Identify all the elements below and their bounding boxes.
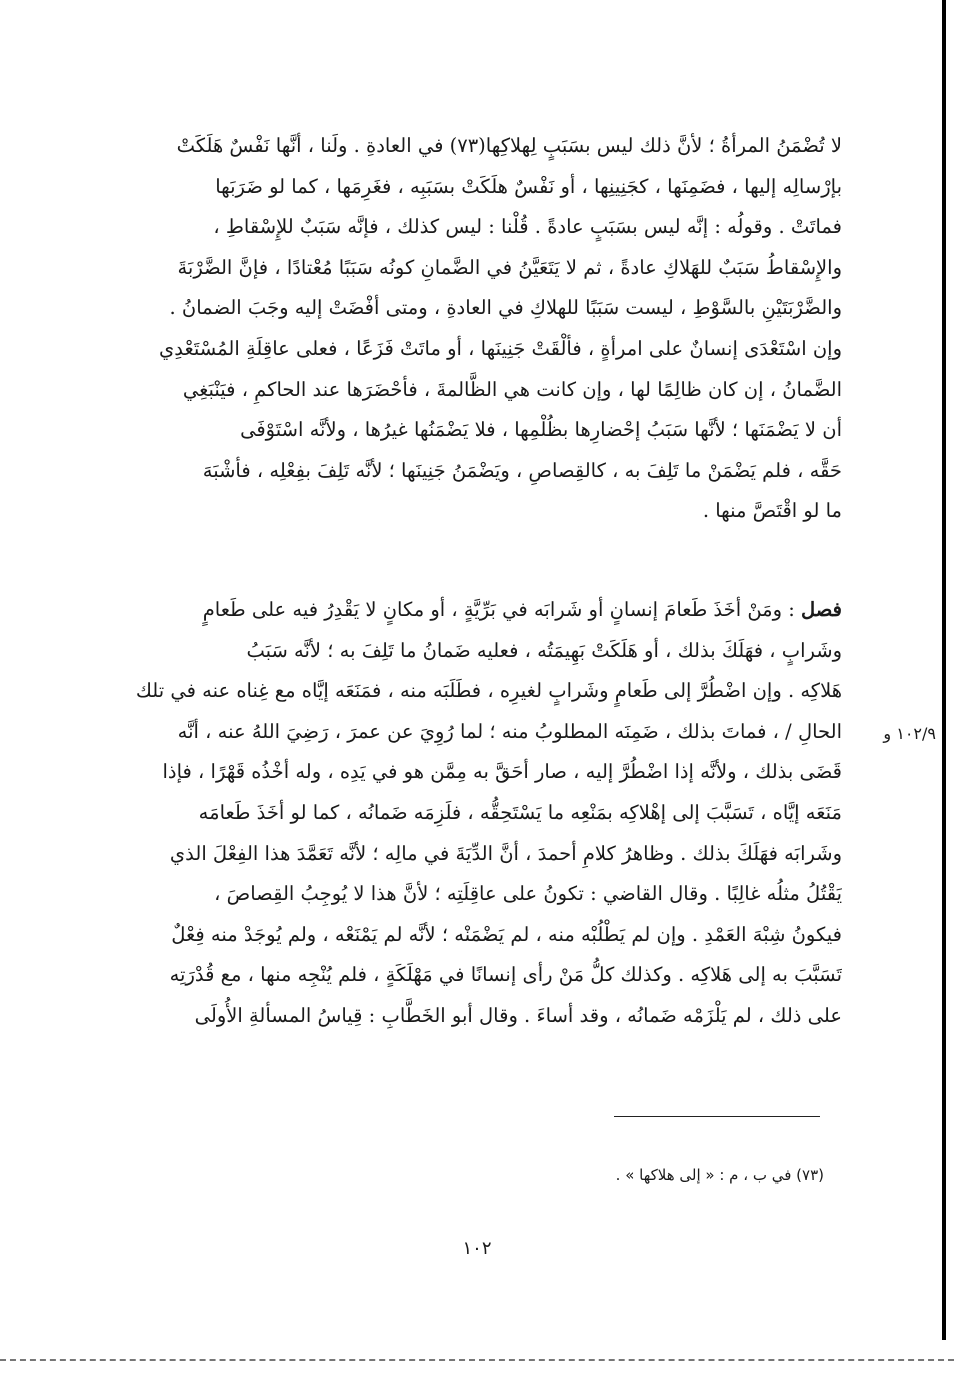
- text-line: فماتَتْ . وقولُه : إنَّه ليس بسَبَبٍ عادةً . قُلْنا : ليس كذلك ، فإنَّه سَبَبٌ للإِسْقاطِ ،: [213, 215, 842, 239]
- text-line: أن لا يَضْمَنَها ؛ لأنَّها سَبَبُ إحْضارِها بظُلْمِها ، فلا يَضْمَنُها غيرُها ، ولأنَّه اسْتَوْفَى: [240, 418, 842, 442]
- text-line: الحالِ / ، فماتَ بذلك ، ضَمِنَه المطلوبُ منه ؛ لما رُوِيَ عن عمرَ ، رَضِيَ اللهُ عنه ، أنَّه: [177, 719, 842, 743]
- text-line: وإن اسْتَعْدَى إنسانٌ على امرأةٍ ، فألْقَتْ جَنِينَها ، أو ماتَتْ فَزَعًا ، فعلى عاقِلَةِ المُسْتَعْدِي: [158, 336, 842, 360]
- text-line: والإِسْقاطُ سَبَبٌ للهَلاكِ عادةً ، ثم لا يَتَعَيَّنُ في الضَّمانِ كونُه سَبَبًا مُعْتادًا ، فإنَّ الضَّرْبَةَ: [177, 255, 842, 279]
- text-line: على ذلك ، لم يَلْزَمْه ضَمانُه ، وقد أساءَ . وقال أبو الخَطَّابِ : قِياسُ المسألةِ الأُولَى: [194, 1003, 842, 1027]
- text-line: وشَرابٍ ، فهَلَكَ بذلك ، أو هَلَكَتْ بَهِيمَتُه ، فعليه ضَمانُ ما تَلِفَ به ؛ لأنَّه سَبَبُ: [246, 638, 842, 662]
- footnote: (٧٣) في ب ، م : « إلى هلاكها » .: [615, 1166, 824, 1184]
- text-line: فيكونُ شِبْهَ العَمْدِ . وإن لم يَطْلُبْه منه ، لم يَضْمَنْه ؛ لأنَّه لم يَمْنَعْه ، ولم يُوجَدْ منه فِعْلٌ: [171, 922, 842, 946]
- text-line: لا تُضْمَنُ المرأةُ ؛ لأنَّ ذلك ليس بسَبَبٍ لِهلاكِها(٧٣) في العادةِ . ولَنا ، أنَّها نَفْسٌ هَلَكَتْ: [176, 134, 842, 157]
- paragraph-1: [126, 126, 842, 532]
- text-line: مَنَعَه إيَّاه ، تَسَبَّبَ إلى إهْلاكِه بمَنْعِه ما يَسْتَحِقُّه ، فلَزِمَه ضَمانُه ، كما لو أخَذَ طَعامَه: [198, 800, 842, 824]
- scan-edge-border: [942, 0, 946, 1340]
- text-line: يَقْتُلُ مثلُه غالِبًا . وقال القاضي : تكونُ على عاقِلَتِه ؛ لأنَّ هذا لا يُوجِبُ القِصاصَ ،: [214, 882, 842, 906]
- fasl-heading: فصل: [801, 598, 842, 621]
- text-line-first-content: : ومَنْ أخَذَ طَعامَ إنسانٍ أو شَرابَه في بَرِّيَّةٍ ، أو مكانٍ لا يَقْدِرُ فيه على طَعامٍ: [202, 598, 795, 621]
- text-line: ما لو اقْتَصَّ منها .: [702, 499, 842, 523]
- page-number: ١٠٢: [462, 1238, 492, 1259]
- margin-folio-note: ١٠٢/٩ و: [883, 724, 936, 743]
- paragraph-2: [126, 590, 842, 1037]
- text-line: هَلاكِه . وإن اضْطُرَّ إلى طَعامٍ وشَرابٍ لغيرِه ، فطَلَبَه منه ، فمَنَعَه إيَّاه مع غِناه عنه في تلك: [135, 679, 842, 703]
- text-line: بإرْسالِه إليها ، فضَمِنَها ، كجَنِينِها ، أو نَفْسٌ هلَكَتْ بسَبَبِه ، فغَرِمَها ، كما لو ضَرَبَها: [215, 174, 842, 198]
- text-line: حَقَّه ، فلم يَضْمَنْ ما تَلِفَ به ، كالقِصاصِ ، ويَضْمَنُ جَنِينَها ؛ لأنَّه تَلِفَ بفِعْلِه ، فأشْبَهَ: [202, 458, 842, 482]
- footnote-separator: [614, 1116, 820, 1117]
- text-line-first: [126, 590, 842, 631]
- text-line: قَضَى بذلك ، ولأنَّه إذا اضْطُرَّ إليه ، صار أحَقَّ به مِمَّن هو في يَدِه ، وله أخْذُه قَهْرًا ، فإذا: [162, 760, 842, 784]
- text-line: والضَّرْبَتَيْنِ بالسَّوْطِ ، ليست سَبَبًا للهلاكِ في العادةِ ، ومتى أفْضَتْ إليه وجَبَ الضمانُ .: [169, 296, 842, 320]
- text-line: تَسَبَّبَ به إلى هَلاكِه . وكذلك كلُّ مَنْ رأى إنسانًا في مَهْلَكَةٍ ، فلم يُنْجِه منها ، مع قُدْرَتِه: [169, 963, 842, 987]
- scan-bottom-dashed-line: [0, 1359, 954, 1361]
- text-line: الضَّمانُ ، إن كان ظالِمًا لها ، وإن كانت هي الظَّالمةَ ، فأحْضَرَها عند الحاكمِ ، فيَنْبَغِي: [182, 377, 842, 401]
- text-line: وشَرابَه فهَلَكَ بذلك . وظاهرُ كلامِ أحمدَ ، أنَّ الدِّيَةَ في مالِه ؛ لأنَّه تَعَمَّدَ هذا الفِعْلَ الذي: [169, 841, 842, 865]
